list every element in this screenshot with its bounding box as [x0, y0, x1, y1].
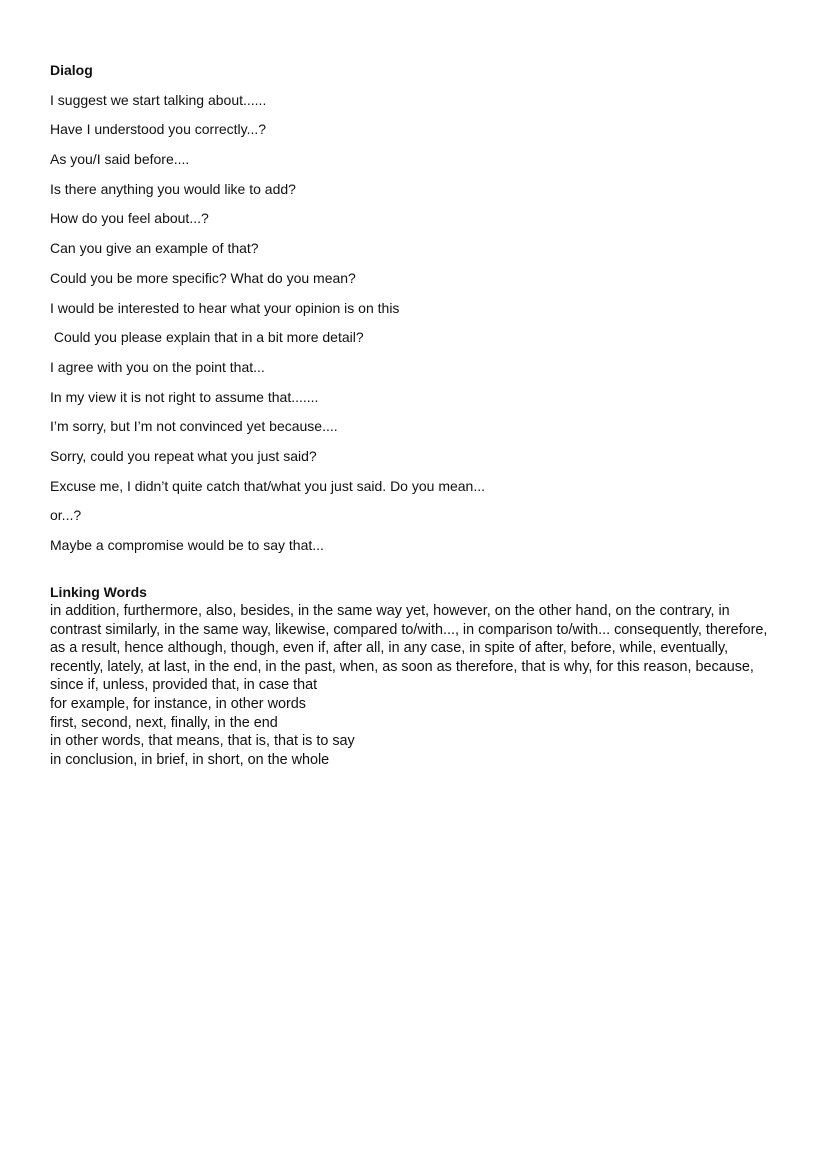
linking-words-line: for example, for instance, in other words [50, 695, 306, 712]
dialog-phrase: In my view it is not right to assume that....... [50, 388, 319, 405]
dialog-section [50, 60, 770, 555]
dialog-phrase: As you/I said before.... [50, 151, 190, 168]
dialog-phrase: How do you feel about...? [50, 210, 209, 227]
dialog-phrase: Could you please explain that in a bit more detail? [50, 329, 364, 346]
linking-words-line: first, second, next, finally, in the end [50, 714, 278, 731]
linking-words-heading: Linking Words [50, 584, 147, 600]
linking-words-section [50, 582, 770, 769]
dialog-phrase: I’m sorry, but I’m not convinced yet because.... [50, 418, 338, 435]
dialog-phrase: I agree with you on the point that... [50, 358, 265, 375]
dialog-phrase: Sorry, could you repeat what you just said? [50, 447, 317, 464]
dialog-phrase: Could you be more specific? What do you mean? [50, 269, 356, 286]
linking-words-paragraph: in addition, furthermore, also, besides, in the same way yet, however, on the other hand, on the contrary, in contrast similarly, in the same way, likewise, compared to/with..., in comparison to/with... consequently, therefore, as a result, hence although, though, even if, after all, in any case, in spite of after, before, while, eventually, recently, lately, at last, in the end, in the past, when, as soon as therefore, that is why, for this reason, because, since if, unless, provided that, in case that [50, 603, 768, 694]
dialog-phrase: I suggest we start talking about...... [50, 91, 267, 108]
dialog-heading: Dialog [50, 62, 93, 78]
dialog-phrase: Can you give an example of that? [50, 240, 259, 257]
dialog-phrase: or...? [50, 507, 82, 524]
dialog-phrase: Excuse me, I didn’t quite catch that/what you just said. Do you mean... [50, 477, 486, 494]
linking-words-line: in other words, that means, that is, that is to say [50, 733, 355, 750]
linking-words-line: in conclusion, in brief, in short, on the whole [50, 751, 330, 768]
dialog-phrase: I would be interested to hear what your opinion is on this [50, 299, 400, 316]
dialog-phrase-list [50, 90, 770, 555]
dialog-phrase: Is there anything you would like to add? [50, 180, 296, 197]
dialog-phrase: Have I understood you correctly...? [50, 121, 267, 138]
dialog-phrase: Maybe a compromise would be to say that... [50, 537, 324, 553]
